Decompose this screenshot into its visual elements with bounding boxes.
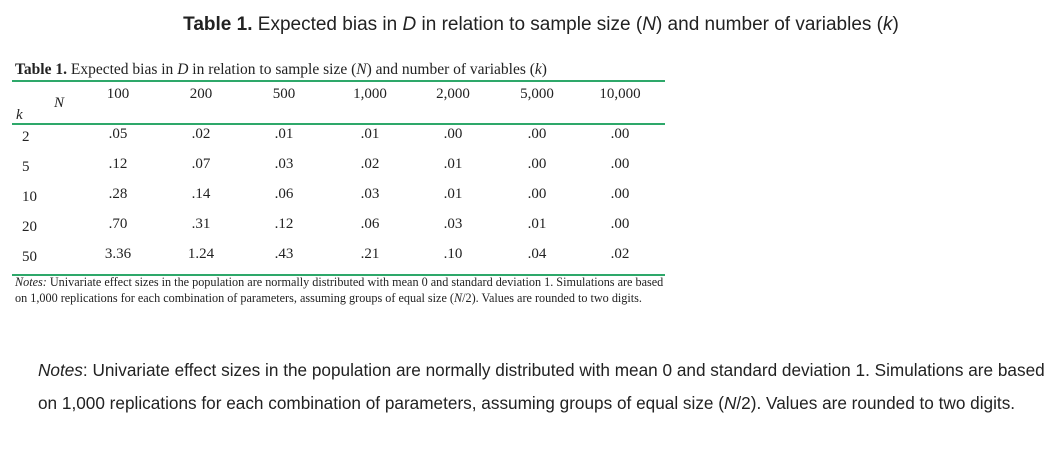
table-cell: .01 xyxy=(274,126,294,142)
row-k-value: 5 xyxy=(22,159,30,175)
column-header: 10,000 xyxy=(599,86,641,102)
table-image-notes-text: Univariate effect sizes in the population are normally distributed with mean 0 and standard deviation 1. Simulations are based on 1,000 replications for each combination of parameters, assuming groups of equal size ( xyxy=(15,275,664,305)
table-image-title-text: ) xyxy=(541,61,547,78)
table-image-title-text: in relation to sample size ( xyxy=(188,61,357,78)
notes-paragraph xyxy=(38,354,1050,420)
caption-text: ) xyxy=(892,14,899,35)
table-top-rule xyxy=(12,80,665,82)
table-cell: .00 xyxy=(610,186,630,202)
table-caption xyxy=(0,13,1055,37)
notes-text: : Univariate effect sizes in the population are normally distributed with mean 0 and standard deviation 1. Simulations are based on 1,000 replications for each combination of parameters, assuming groups of equal size ( xyxy=(38,360,1045,413)
table-cell: .00 xyxy=(610,216,630,232)
caption-text: in relation to sample size ( xyxy=(416,14,643,35)
k-axis-label: k xyxy=(16,107,23,123)
table-cell: .02 xyxy=(610,246,630,262)
table-cell: .12 xyxy=(108,156,128,172)
row-k-value: 20 xyxy=(22,219,37,235)
table-cell: 3.36 xyxy=(104,246,132,262)
row-k-value: 50 xyxy=(22,249,37,265)
table-cell: .21 xyxy=(360,246,380,262)
table-cell: .03 xyxy=(274,156,294,172)
column-header: 500 xyxy=(272,86,296,102)
table-cell: .03 xyxy=(443,216,463,232)
table-cell: .28 xyxy=(108,186,128,202)
table-cell: .70 xyxy=(108,216,128,232)
table-image-notes-var: N xyxy=(453,290,463,305)
table-cell: .05 xyxy=(108,126,128,142)
table-cell: .01 xyxy=(443,156,463,172)
table-image-title xyxy=(15,61,547,79)
table-cell: .43 xyxy=(274,246,294,262)
table-cell: .04 xyxy=(527,246,547,262)
table-image-notes xyxy=(15,275,665,306)
column-header: 100 xyxy=(106,86,130,102)
table-cell: 1.24 xyxy=(187,246,215,262)
table-cell: .00 xyxy=(610,126,630,142)
column-header: 200 xyxy=(189,86,213,102)
table-cell: .01 xyxy=(360,126,380,142)
table-cell: .10 xyxy=(443,246,463,262)
table-image-notes-text: /2). Values are rounded to two digits. xyxy=(462,290,642,305)
caption-var-d: D xyxy=(402,14,417,35)
table-image xyxy=(12,60,667,330)
table-cell: .00 xyxy=(610,156,630,172)
table-image-title-label: Table 1. xyxy=(15,61,67,78)
table-image-title-var: N xyxy=(356,61,367,78)
table-cell: .00 xyxy=(527,126,547,142)
table-cell: .14 xyxy=(191,186,211,202)
table-cell: .02 xyxy=(360,156,380,172)
table-cell: .31 xyxy=(191,216,211,232)
table-image-title-var: D xyxy=(177,61,189,78)
table-image-notes-label: Notes: xyxy=(15,275,47,289)
column-header: 1,000 xyxy=(353,86,387,102)
column-header: 2,000 xyxy=(436,86,470,102)
table-cell: .06 xyxy=(274,186,294,202)
row-k-value: 10 xyxy=(22,189,37,205)
table-cell: .01 xyxy=(443,186,463,202)
table-image-title-text: ) and number of variables ( xyxy=(366,61,535,78)
n-axis-label: N xyxy=(54,95,65,111)
caption-var-n: N xyxy=(642,14,656,35)
table-cell: .07 xyxy=(191,156,211,172)
caption-var-k: k xyxy=(883,14,893,35)
table-cell: .01 xyxy=(527,216,547,232)
table-cell: .12 xyxy=(274,216,294,232)
notes-label: Notes xyxy=(38,360,83,380)
table-cell: .00 xyxy=(527,186,547,202)
notes-text: /2). Values are rounded to two digits. xyxy=(736,393,1016,413)
table-cell: .03 xyxy=(360,186,380,202)
column-header: 5,000 xyxy=(520,86,554,102)
caption-text: Expected bias in xyxy=(252,14,403,35)
table-cell: .00 xyxy=(527,156,547,172)
row-k-value: 2 xyxy=(22,129,30,145)
table-image-title-var: k xyxy=(534,61,542,78)
table-cell: .06 xyxy=(360,216,380,232)
caption-text: ) and number of variables ( xyxy=(655,14,884,35)
caption-label: Table 1. xyxy=(183,14,253,35)
table-image-title-text: Expected bias in xyxy=(66,61,178,78)
table-cell: .00 xyxy=(443,126,463,142)
table-cell: .02 xyxy=(191,126,211,142)
notes-var-n: N xyxy=(723,393,737,413)
